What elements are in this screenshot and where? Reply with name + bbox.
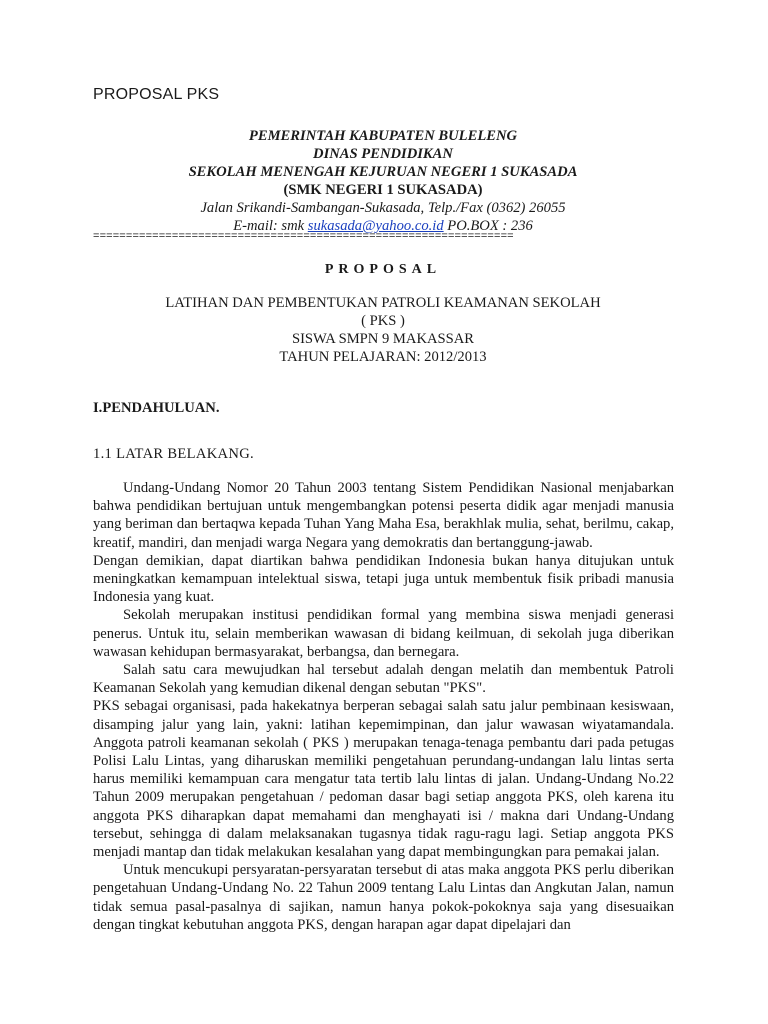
letterhead [93, 127, 673, 235]
subject-line-2: ( PKS ) [361, 313, 405, 329]
subject-line-3: SISWA SMPN 9 MAKASSAR [291, 331, 475, 347]
email-prefix: E-mail: smk [233, 218, 308, 234]
letterhead-department: DINAS PENDIDIKAN [313, 146, 453, 162]
divider-rule: ================================================================ [93, 230, 514, 242]
letterhead-address: Jalan Srikandi-Sambangan-Sukasada, Telp./Fax (0362) 26055 [200, 200, 566, 216]
paragraph: PKS sebagai organisasi, pada hakekatnya berperan sebagai salah satu jalur pembinaan kesiswaan, disamping jalur yang lain, yakni: latihan kepemimpinan, dan jalur wawasan wiyatamandala. Anggota patroli keamanan sekolah ( PKS ) merupakan tenaga-tenaga pembantu dari pada petugas Polisi Lalu Lintas, yang diharuskan memiliki pengetahuan perundang-undangan lalu lintas serta harus memiliki kemampuan cara mengatur tata tertib lalu lintas di jalan. Undang-Undang No.22 Tahun 2009 merupakan pengetahuan / pedoman dasar bagi setiap anggota PKS, oleh karena itu anggota PKS diharapkan dapat memahami dan menghayati isi / makna dari Undang-Undang tersebut, sehingga di dalam melaksanakan tugasnya tidak ragu-ragu lagi. Setiap anggota PKS menjadi mantap dan tidak melakukan kesalahan yang dapat membingungkan para pemakai jalan. [93, 698, 674, 861]
subject-line-1: LATIHAN DAN PEMBENTUKAN PATROLI KEAMANAN SEKOLAH [165, 295, 601, 311]
letterhead-government: PEMERINTAH KABUPATEN BULELENG [248, 128, 518, 144]
document-label: PROPOSAL PKS [93, 86, 220, 103]
paragraph: Salah satu cara mewujudkan hal tersebut adalah dengan melatih dan membentuk Patroli Keamanan Sekolah yang kemudian dikenal dengan sebutan "PKS". [93, 662, 674, 697]
body-text [93, 479, 674, 934]
paragraph: Sekolah merupakan institusi pendidikan formal yang membina siswa menjadi generasi penerus. Untuk itu, selain memberikan wawasan di bidang keilmuan, di sekolah juga diberikan wawasan kehidupan bermasyarakat, berbangsa, dan bernegara. [93, 607, 674, 660]
paragraph: Dengan demikian, dapat diartikan bahwa pendidikan Indonesia bukan hanya ditujukan untuk meningkatkan kemampuan intelektual siswa, tetapi juga untuk membentuk fisik pribadi manusia Indonesia yang kuat. [93, 552, 674, 606]
subject-line-4: TAHUN PELAJARAN: 2012/2013 [279, 349, 487, 365]
section-heading: I.PENDAHULUAN. [93, 400, 220, 416]
paragraph: Untuk mencukupi persyaratan-persyaratan tersebut di atas maka anggota PKS perlu diberikan pengetahuan Undang-Undang No. 22 Tahun 2009 tentang Lalu Lintas dan Angkutan Jalan, namun tidak semua pasal-pasalnya di sajikan, namun hanya pokok-pokoknya saja yang disesuaikan dengan tingkat kebutuhan anggota PKS, dengan harapan agar dapat dipelajari dan [93, 862, 674, 933]
paragraph: Undang-Undang Nomor 20 Tahun 2003 tentang Sistem Pendidikan Nasional menjabarkan bahwa pendidikan bertujuan untuk mengembangkan potensi peserta didik agar menjadi manusia yang beriman dan bertaqwa kepada Tuhan Yang Maha Esa, berakhlak mulia, sehat, berilmu, cakap, kreatif, mandiri, dan menjadi warga Negara yang demokratis dan bertanggung-jawab. [93, 480, 674, 551]
email-link[interactable]: sukasada@yahoo.co.id [307, 218, 444, 234]
proposal-subject [93, 294, 673, 366]
subsection-heading: 1.1 LATAR BELAKANG. [93, 446, 254, 462]
letterhead-school: SEKOLAH MENENGAH KEJURUAN NEGERI 1 SUKASADA [188, 164, 578, 180]
letterhead-school-short: (SMK NEGERI 1 SUKASADA) [283, 182, 483, 198]
pobox: PO.BOX : 236 [443, 218, 533, 234]
proposal-title: PROPOSAL [324, 262, 442, 277]
